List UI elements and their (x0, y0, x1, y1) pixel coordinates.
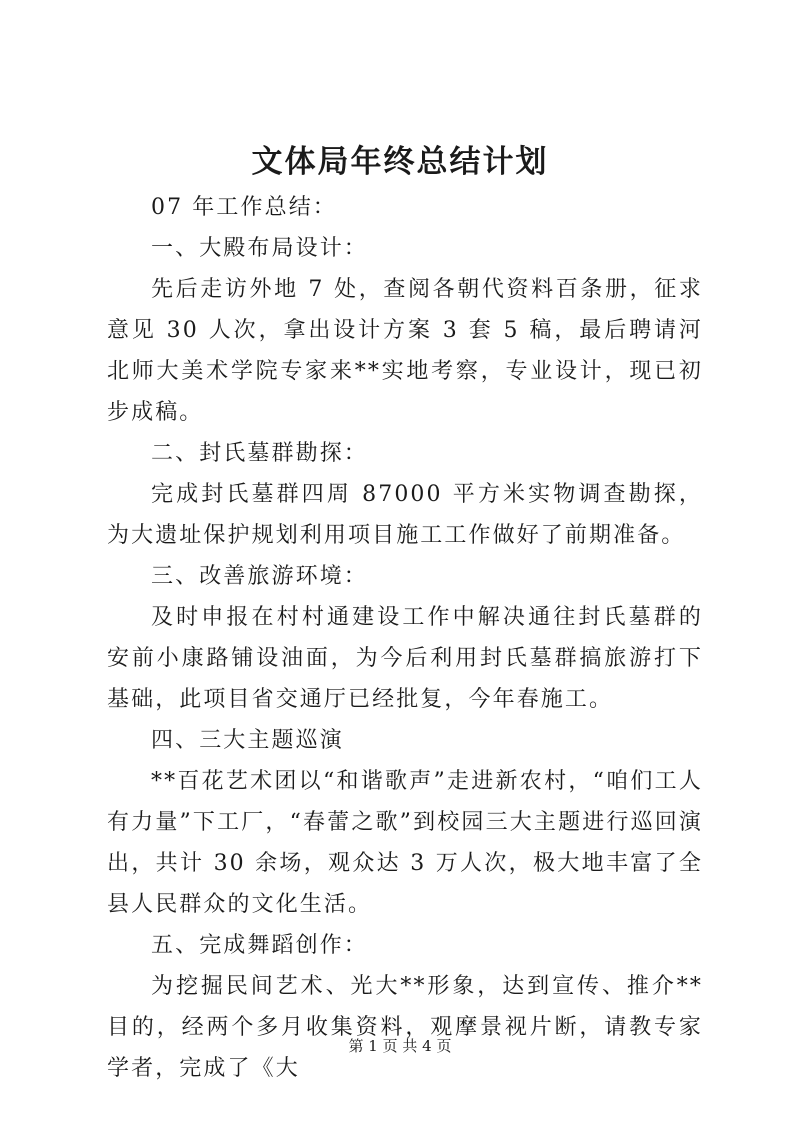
paragraph-section-2-heading: 二、封氏墓群勘探： (151, 441, 368, 466)
paragraph-section-1-heading: 一、大殿布局设计： (151, 236, 368, 261)
page-footer: 第 1 页 共 4 页 (348, 1037, 452, 1055)
paragraph-summary-heading: 07 年工作总结： (151, 195, 337, 220)
paragraph-section-4-body: **百花艺术团以“和谐歌声”走进新农村，“咱们工人有力量”下工厂，“春蕾之歌”到校园三大主题进行巡回演出，共计 30 余场，观众达 3 万人次，极大地丰富了全县人民群众的文化生活。 (107, 769, 703, 917)
paragraph-section-3-body: 及时申报在村村通建设工作中解决通往封氏墓群的安前小康路铺设油面，为今后利用封氏墓群搞旅游打下基础，此项目省交通厅已经批复，今年春施工。 (107, 605, 703, 712)
document-body (107, 187, 703, 1089)
paragraph-section-1-body: 先后走访外地 7 处，查阅各朝代资料百条册，征求意见 30 人次，拿出设计方案 3 套 5 稿，最后聘请河北师大美术学院专家来**实地考察，专业设计，现已初步成稿。 (107, 277, 703, 425)
paragraph-section-4-heading: 四、三大主题巡演 (151, 728, 344, 753)
paragraph-section-2-body: 完成封氏墓群四周 87000 平方米实物调查勘探，为大遗址保护规划利用项目施工工作做好了前期准备。 (107, 482, 703, 548)
paragraph-section-5-heading: 五、完成舞蹈创作： (151, 933, 368, 958)
paragraph-section-5-body: 为挖掘民间艺术、光大**形象，达到宣传、推介**目的，经两个多月收集资料，观摩景视片断，请教专家学者，完成了《大 (107, 974, 703, 1081)
document-title: 文体局年终总结计划 (251, 144, 549, 180)
paragraph-section-3-heading: 三、改善旅游环境： (151, 564, 368, 589)
